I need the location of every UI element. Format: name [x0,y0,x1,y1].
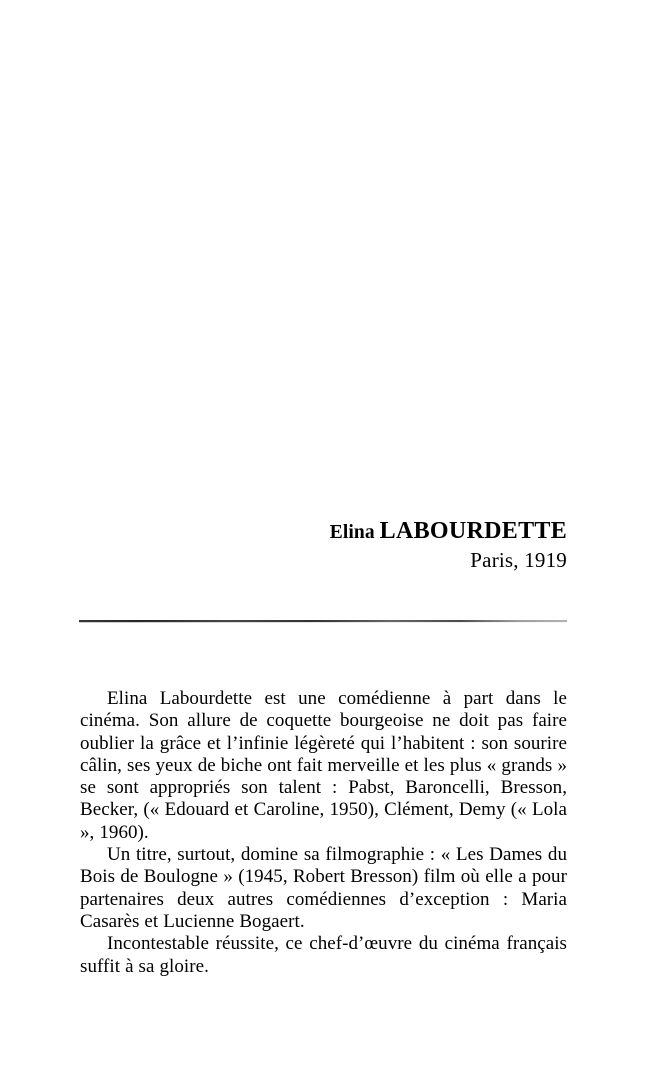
body-paragraph: Elina Labourdette est une comédienne à part dans le cinéma. Son allure de coquette bourgeoise ne doit pas faire oublier la grâce et l’infinie légèreté qui l’habitent : son sourire câlin, ses yeux de biche ont fait merveille et les plus « grands » se sont appropriés son talent : Pabst, Baroncelli, Bresson, Becker, (« Edouard et Caroline, 1950), Clément, Demy (« Lola », 1960). [80,688,567,843]
body-paragraph: Un titre, surtout, domine sa filmographie : « Les Dames du Bois de Boulogne » (1945, Robert Bresson) film où elle a pour partenaires deux autres comédiennes d’exception : Maria Casarès et Lucienne Bogaert. [80,844,567,932]
birth-place-and-year: Paris, 1919 [470,547,567,572]
body-paragraph: Incontestable réussite, ce chef-d’œuvre du cinéma français suffit à sa gloire. [80,933,567,977]
person-given-name: Elina [329,522,380,543]
horizontal-rule [79,620,567,622]
entry-body-text [80,688,567,978]
person-name [80,518,567,545]
person-surname: LABOURDETTE [379,518,567,544]
entry-heading [80,518,567,573]
